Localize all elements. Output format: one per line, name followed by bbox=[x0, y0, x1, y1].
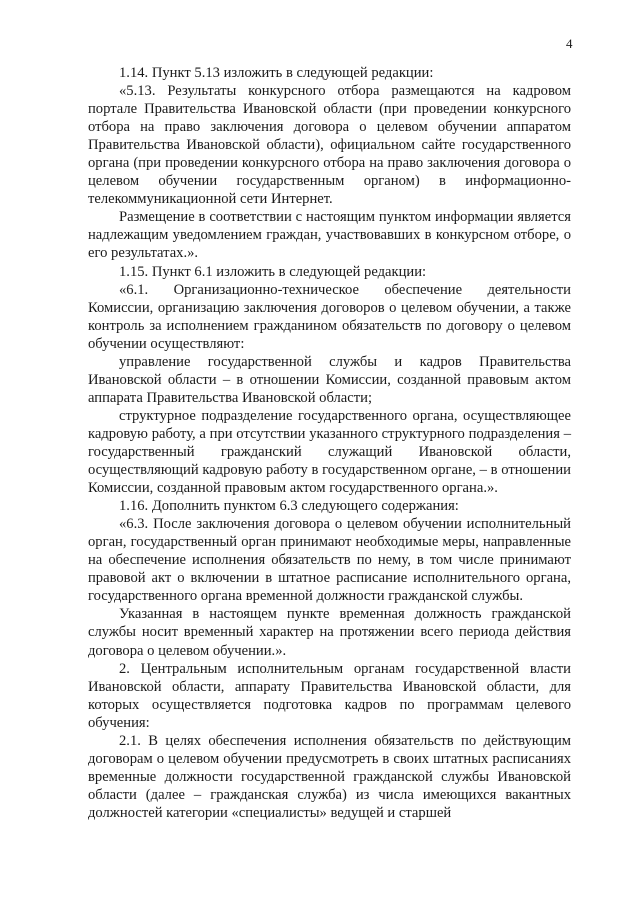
paragraph-5-13: «5.13. Результаты конкурсного отбора размещаются на кадровом портале Правительства Ивановской области (при проведении конкурсного отбора на право заключения договора о целевом обучении аппаратом Правительства Ивановской области), официальном сайте государственного органа (при проведении конкурсного отбора на право заключения договора о целевом обучении государственным органом) в информационно-телекоммуникационной сети Интернет. bbox=[88, 83, 571, 208]
paragraph-temporary-position: Указанная в настоящем пункте временная должность гражданской службы носит временный характер на протяжении всего периода действия договора о целевом обучении.». bbox=[88, 606, 571, 659]
paragraph-1-14: 1.14. Пункт 5.13 изложить в следующей редакции: bbox=[119, 65, 434, 81]
paragraph-hr-department: управление государственной службы и кадров Правительства Ивановской области – в отношении Комиссии, созданной правовым актом аппарата Правительства Ивановской области; bbox=[88, 353, 571, 406]
paragraph-1-15: 1.15. Пункт 6.1 изложить в следующей редакции: bbox=[119, 263, 427, 280]
paragraph-2-1: 2.1. В целях обеспечения исполнения обязательств по действующим договорам о целевом обучении предусмотреть в своих штатных расписаниях временные должности государственной гражданской службы Ивановской области (далее – гражданская служба) из числа имеющихся вакантных должностей категории «специалисты» ведущей и старшей bbox=[88, 732, 571, 821]
paragraph-6-1: «6.1. Организационно-техническое обеспечение деятельности Комиссии, организацию заключения договоров о целевом обучении, а также контроль за исполнением гражданином обязательств по договору о целевом обучении осуществляют: bbox=[88, 281, 571, 352]
document-body bbox=[88, 64, 571, 822]
page-number: 4 bbox=[566, 36, 573, 51]
paragraph-placement: Размещение в соответствии с настоящим пунктом информации является надлежащим уведомлением граждан, участвовавших в конкурсном отборе, о его результатах.». bbox=[88, 209, 571, 262]
paragraph-1-16: 1.16. Дополнить пунктом 6.3 следующего содержания: bbox=[119, 498, 459, 515]
paragraph-structural-unit: структурное подразделение государственного органа, осуществляющее кадровую работу, а при отсутствии указанного структурного подразделения – государственный гражданский служащий Ивановской области, осуществляющий кадровую работу в государственном органе, – в отношении Комиссии, созданной правовым актом государственного органа.». bbox=[88, 407, 571, 497]
paragraph-6-3: «6.3. После заключения договора о целевом обучении исполнительный орган, государственный орган принимают необходимые меры, направленные на обеспечение исполнения обязательств по нему, в том числе принимают правовой акт о включении в штатное расписание исполнительного органа, государственного органа временной должности гражданской службы. bbox=[88, 516, 571, 605]
paragraph-2: 2. Центральным исполнительным органам государственной власти Ивановской области, аппарату Правительства Ивановской области, для которых осуществляется подготовка кадров по программам целевого обучения: bbox=[88, 660, 571, 731]
